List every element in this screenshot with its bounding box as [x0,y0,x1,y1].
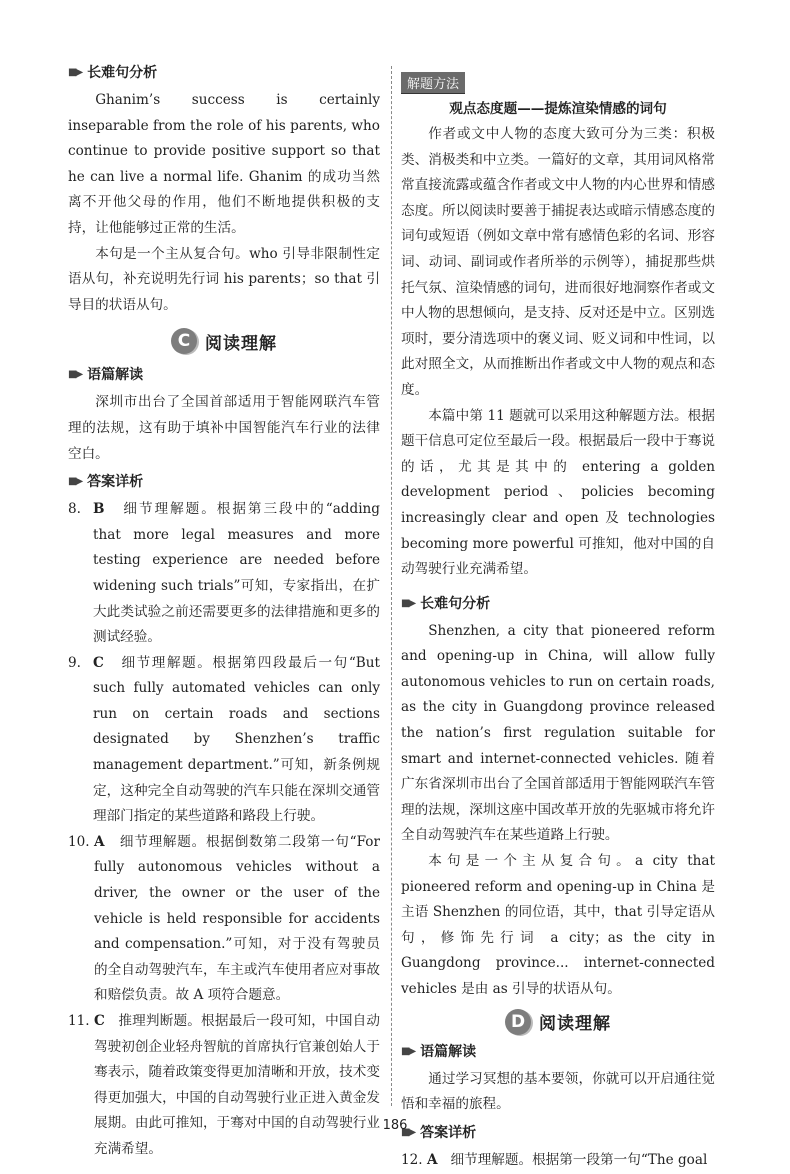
method-tag: 解题方法 [401,72,465,94]
column-divider [391,66,392,1106]
right-column [401,58,715,1173]
answer-explanation: 细节理解题。根据第三段中的“adding that more legal measures and more testing experience are needed before widening such trials”可知，专家指出，在扩大此类试验之前还需要更多的法律措施和更多的测试经验。 [93,501,381,646]
method-paragraph-2: 本篇中第 11 题就可以采用这种解题方法。根据题干信息可定位至最后一段。根据最后一段中于骞说的话，尤其是其中的 entering a golden development period、policies becoming increasingly clear and open 及 technologies becoming more powerful 可推知，他对中国的自动驾驶行业充满希望。 [401,407,715,578]
long-sentence-example: Ghanim’s success is certainly inseparable from the role of his parents, who continue to provide positive support so that he can live a normal life. Ghanim 的成功当然离不开他父母的作用，他们不断地提供积极的支持，让他能够过正常的生活。 [68,92,380,236]
arrow-marker-icon: ■▶ [68,67,82,78]
long-sentence-analysis: 本句是一个主从复合句。who 引导非限制性定语从句，补充说明先行词 his parents；so that 引导目的状语从句。 [68,245,380,313]
answer-number: 10. [68,833,90,850]
section-heading-long-sentence [401,591,715,617]
section-heading-label: 长难句分析 [420,595,491,612]
reading-c-header [68,328,380,354]
section-heading-text-interpretation [68,362,380,388]
answer-explanation: 细节理解题。根据倒数第二段第一句“For fully autonomous vehicles without a driver, the owner or the user of the vehicle is held responsible for accidents and compensation.”可知，对于没有驾驶员的全自动驾驶汽车，车主或汽车使用者应对事故和赔偿负责。故 A 项符合题意。 [94,833,380,1004]
answer-number: 9. [68,654,81,671]
section-heading-label: 语篇解读 [420,1043,477,1060]
answer-item [401,1148,715,1174]
reading-c-title: 阅读理解 [205,333,277,354]
reading-d-header [401,1009,715,1035]
answer-key: A [427,1151,438,1168]
arrow-marker-icon: ■▶ [68,369,82,381]
answer-item [68,830,380,1009]
answer-key: C [94,1013,105,1029]
arrow-marker-icon: ■▶ [401,1126,415,1138]
arrow-marker-icon: ■▶ [401,597,415,609]
page-number: 186 [382,1118,408,1133]
arrow-marker-icon: ■▶ [401,1045,415,1057]
method-tag-row [401,72,715,94]
long-sentence-example: Shenzhen, a city that pioneered reform and opening-up in China, will allow fully autonomous vehicles to run on certain roads, as the city in Guangdong province released the nation’s first regulation suitable for smart and internet-connected vehicles. 随着广东省深圳市出台了全国首部适用于智能网联汽车管理的法规，深圳这座中国改革开放的先驱城市将允许全自动驾驶汽车在某些道路上行驶。 [401,622,715,844]
text-interpretation: 深圳市出台了全国首部适用于智能网联汽车管理的法规，这有助于填补中国智能汽车行业的法律空白。 [68,394,380,462]
letter-badge-c: C [171,328,197,354]
answer-key: A [94,833,105,850]
section-heading-long-sentence [68,60,380,86]
text-interpretation: 通过学习冥想的基本要领，你就可以开启通往觉悟和幸福的旅程。 [401,1070,715,1113]
method-paragraph-1: 作者或文中人物的态度大致可分为三类：积极类、消极类和中立类。一篇好的文章，其用词风格常常直接流露或蕴含作者或文中人物的内心世界和情感态度。所以阅读时要善于捕捉表达或暗示情感态度的词句或短语（例如文章中常有感情色彩的名词、形容词、动词、副词或作者所举的示例等），捕捉那些烘托气氛、渲染情感的词句，进而很好地洞察作者或文中人物的思想倾向，是支持、反对还是中立。区别选项时，要分清选项中的褒义词、贬义词和中性词，以此对照全文，从而推断出作者或文中人物的观点和态度。 [401,126,715,398]
answer-item [68,497,380,651]
letter-badge-d: D [505,1009,531,1035]
arrow-marker-icon: ■▶ [68,476,82,488]
answer-item [68,651,380,830]
answer-explanation: 细节理解题。根据第四段最后一句“But such fully automated vehicles can only run on certain roads and sections designated by Shenzhen’s traffic management department.”可知，新条例规定，这种完全自动驾驶的汽车只能在深圳交通管理部门指定的某些道路和路段上行驶。 [93,654,380,825]
answer-key: C [93,654,104,671]
answer-explanation: 细节理解题。根据第一段第一句“The goal [450,1151,708,1168]
method-title: 观点态度题——提炼渲染情感的词句 [449,101,667,117]
answer-item [68,1009,380,1163]
section-heading-answers [68,469,380,495]
section-heading-text-interpretation [401,1039,715,1065]
reading-d-title: 阅读理解 [539,1014,611,1035]
long-sentence-analysis: 本句是一个主从复合句。a city that pioneered reform and opening-up in China 是主语 Shenzhen 的同位语，其中，that 引导定语从句，修饰先行词 a city；as the city in Guangdong province... internet-connected vehicles 是由 as 引导的状语从句。 [401,853,715,997]
section-heading-label: 语篇解读 [87,367,144,384]
left-column [68,58,380,1163]
section-heading-label: 答案详析 [87,474,144,491]
answer-number: 8. [68,501,81,518]
section-heading-label: 答案详析 [420,1124,477,1141]
section-heading-label: 长难句分析 [87,65,158,81]
answer-key: B [93,501,105,518]
answer-number: 11. [68,1013,90,1029]
answer-number: 12. [401,1151,423,1168]
answer-explanation: 推理判断题。根据最后一段可知，中国自动驾驶初创企业轻舟智航的首席执行官兼创始人于骞表示，随着政策变得更加清晰和开放，技术变得更加强大，中国的自动驾驶行业正进入黄金发展期。由此可推知，于骞对中国的自动驾驶行业充满希望。 [94,1013,381,1157]
